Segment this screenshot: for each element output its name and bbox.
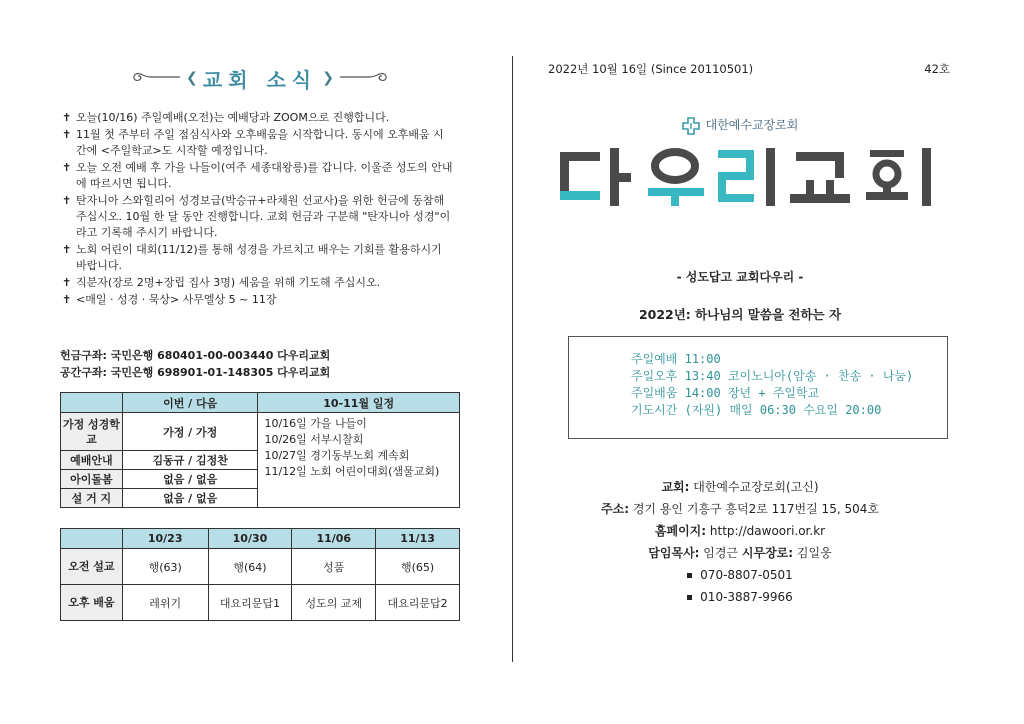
chevron-right-icon: ❯ xyxy=(322,70,334,86)
phone-number: 010-3887-9966 xyxy=(520,586,960,608)
table-cell: 레위기 xyxy=(122,585,208,621)
news-item: ✝ <매일 · 성경 · 묵상> 사무엘상 5 ~ 11장 xyxy=(62,293,277,306)
bank-accounts xyxy=(60,347,330,381)
right-page xyxy=(520,0,960,724)
row-label: 가정 성경학교 xyxy=(61,413,123,451)
church-homepage: 홈페이지: http://dawoori.or.kr xyxy=(654,524,826,538)
church-address: 주소: 경기 용인 기흥구 흥덕2로 117번길 15, 504호 xyxy=(601,502,879,516)
news-list xyxy=(60,110,454,309)
chevron-left-icon: ❮ xyxy=(186,70,198,86)
bulletin-date: 2022년 10월 16일 (Since 20110501) xyxy=(548,62,754,76)
news-item: ✝ 오늘(10/16) 주일예배(오전)는 예배당과 ZOOM으로 진행합니다. xyxy=(62,111,390,124)
church-affiliation: 교회: 대한예수교장로회(고신) xyxy=(661,480,819,494)
table-cell: 없음 / 없음 xyxy=(122,470,258,489)
cross-bullet-icon: ✝ xyxy=(62,161,72,174)
table-row xyxy=(61,585,460,621)
year-theme: 2022년: 하나님의 말씀을 전하는 자 xyxy=(638,307,842,322)
cross-bullet-icon: ✝ xyxy=(62,276,72,289)
worship-time: 주일예배 11:00 xyxy=(631,352,721,366)
church-tagline: - 성도답고 교회다우리 - xyxy=(676,270,804,284)
table-cell: 성도의 교제 xyxy=(292,585,376,621)
left-page xyxy=(58,0,462,724)
row-label: 아이돌봄 xyxy=(61,470,123,489)
square-bullet-icon xyxy=(687,573,692,578)
schedule-item: 10/27일 경기동부노회 계속회 xyxy=(264,449,410,462)
news-item: ✝ 탄자니아 스와힐리어 성경보급(박승규+라채원 선교사)을 위한 헌금에 동참해 주십시오. 10월 한 달 동안 진행합니다. 교회 헌금과 구분해 "탄자니아 성경"이라고 기록해 주시기 바랍니다. xyxy=(62,194,451,239)
worship-time: 주일오후 13:40 코이노니아(암송 · 찬송 · 나눔) xyxy=(631,369,914,383)
schedule-cell xyxy=(258,413,460,508)
table-header-cell xyxy=(61,393,123,413)
phone-number: 070-8807-0501 xyxy=(520,564,960,586)
row-label: 오전 설교 xyxy=(61,549,123,585)
news-title: 교회 소식 xyxy=(202,68,318,92)
cross-bullet-icon: ✝ xyxy=(62,128,72,141)
table-row xyxy=(61,549,460,585)
square-bullet-icon xyxy=(687,595,692,600)
church-info xyxy=(520,476,960,608)
table-cell: 행(63) xyxy=(122,549,208,585)
news-item: ✝ 직분자(장로 2명+장립 집사 3명) 세움을 위해 기도해 주십시오. xyxy=(62,276,381,289)
table-cell: 행(65) xyxy=(376,549,460,585)
table-header-cell: 이번 / 다음 xyxy=(122,393,258,413)
cross-bullet-icon: ✝ xyxy=(62,293,72,306)
news-item: ✝ 11월 첫 주부터 주일 점심식사와 오후배움을 시작합니다. 동시에 오후배움 시간에 <주일학교>도 시작할 예정입니다. xyxy=(62,128,444,157)
table-header-cell: 10/30 xyxy=(208,529,292,549)
table-header-cell xyxy=(61,529,123,549)
issue-number: 42호 xyxy=(924,62,950,76)
table-row xyxy=(61,413,460,451)
schedule-item: 10/16일 가을 나들이 xyxy=(264,417,367,430)
table-header-cell: 11/13 xyxy=(376,529,460,549)
worship-time: 기도시간 (자원) 매일 06:30 수요일 20:00 xyxy=(631,403,882,417)
table-cell: 성품 xyxy=(292,549,376,585)
space-account: 공간구좌: 국민은행 698901-01-148305 다우리교회 xyxy=(60,366,331,379)
worship-schedule-box xyxy=(568,336,948,439)
church-pastors: 담임목사: 임경근 시무장로: 김일웅 xyxy=(648,546,832,560)
church-name-logo xyxy=(560,146,940,208)
cross-bullet-icon: ✝ xyxy=(62,194,72,207)
denomination: 대한예수교장로회 xyxy=(520,116,960,135)
table-cell: 김동규 / 김정찬 xyxy=(122,451,258,470)
news-item: ✝ 노회 어린이 대회(11/12)를 통해 성경을 가르치고 배우는 기회를 활용하시기 바랍니다. xyxy=(62,243,442,272)
table-header-cell: 10-11월 일정 xyxy=(258,393,460,413)
table-cell: 가정 / 가정 xyxy=(122,413,258,451)
offering-account: 헌금구좌: 국민은행 680401-00-003440 다우리교회 xyxy=(60,349,331,362)
news-section-header xyxy=(130,60,390,94)
news-item: ✝ 오늘 오전 예배 후 가을 나들이(여주 세종대왕릉)를 갑니다. 이울준 성도의 안내에 따르시면 됩니다. xyxy=(62,161,453,190)
row-label: 오후 배움 xyxy=(61,585,123,621)
worship-time: 주일배움 14:00 장년 + 주일학교 xyxy=(631,386,820,400)
duty-table xyxy=(60,392,460,508)
homepage-link[interactable]: http://dawoori.or.kr xyxy=(709,524,826,538)
row-label: 예배안내 xyxy=(61,451,123,470)
table-cell: 없음 / 없음 xyxy=(122,489,258,508)
ornament-swirl-icon xyxy=(338,68,390,86)
table-header-cell: 10/23 xyxy=(122,529,208,549)
schedule-item: 11/12일 노회 어린이대회(샘물교회) xyxy=(264,465,440,478)
sermon-table xyxy=(60,528,460,621)
cross-bullet-icon: ✝ xyxy=(62,243,72,256)
denomination-cross-icon xyxy=(682,117,700,135)
table-header-cell: 11/06 xyxy=(292,529,376,549)
schedule-item: 10/26일 서부시찰회 xyxy=(264,433,364,446)
cross-bullet-icon: ✝ xyxy=(62,111,72,124)
row-label: 설 거 지 xyxy=(61,489,123,508)
table-cell: 대요리문답2 xyxy=(376,585,460,621)
table-cell: 대요리문답1 xyxy=(208,585,292,621)
table-cell: 행(64) xyxy=(208,549,292,585)
page-divider xyxy=(512,56,513,662)
